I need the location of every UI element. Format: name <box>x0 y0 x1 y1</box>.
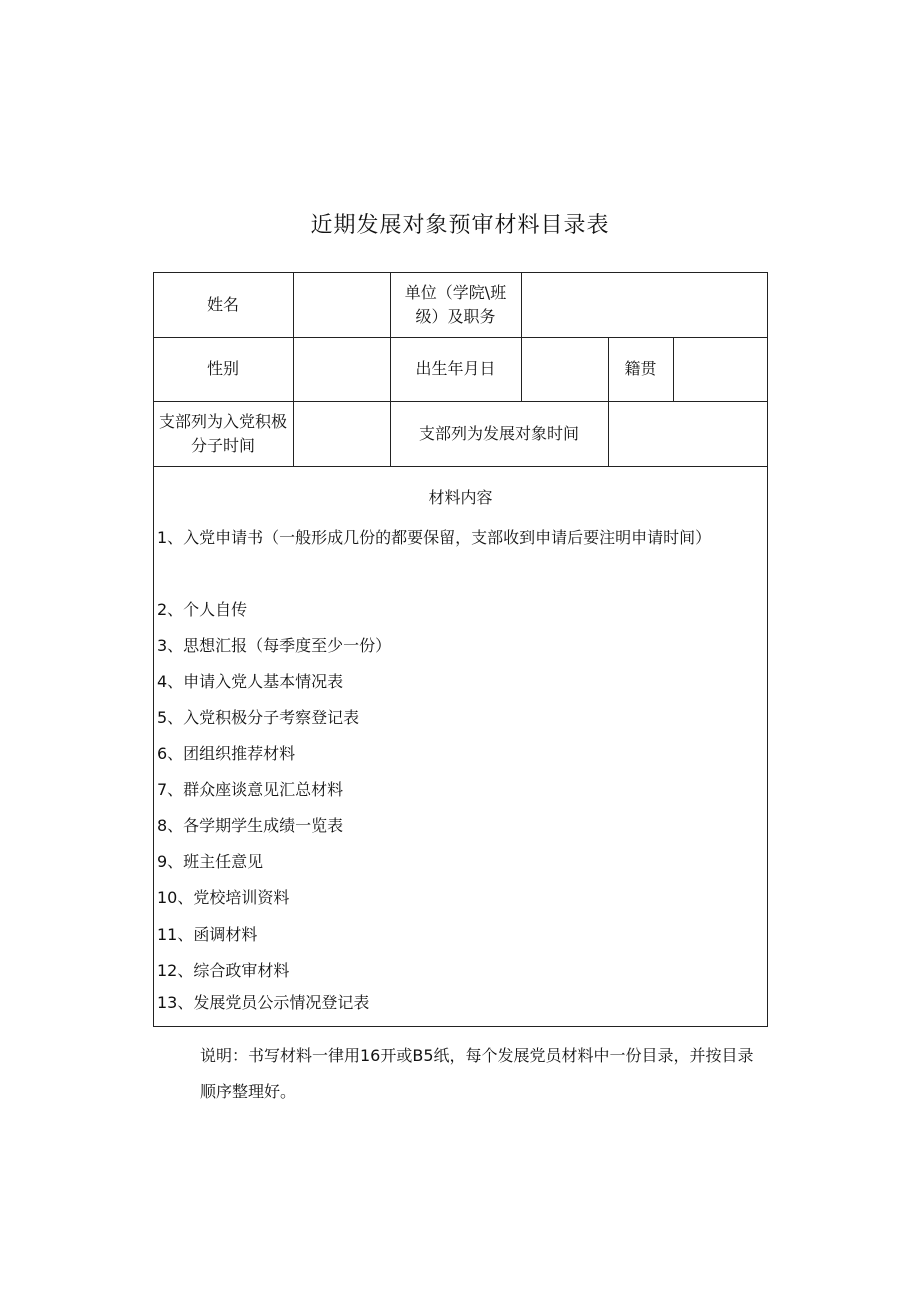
candidate-date-label: 支部列为发展对象时间 <box>418 423 579 443</box>
list-item: 11、函调材料 <box>157 925 258 944</box>
name-field[interactable] <box>293 272 390 337</box>
gender-label: 性别 <box>206 359 239 378</box>
list-item: 8、各学期学生成绩一览表 <box>157 816 344 835</box>
gender-field[interactable] <box>293 337 390 401</box>
list-item: 12、综合政审材料 <box>157 961 290 980</box>
list-item: 2、个人自传 <box>157 600 248 619</box>
birth-label: 出生年月日 <box>415 359 496 378</box>
birth-field[interactable] <box>521 337 608 401</box>
list-item: 5、入党积极分子考察登记表 <box>157 708 360 727</box>
list-item: 3、思想汇报（每季度至少一份） <box>157 636 392 655</box>
list-item: 4、申请入党人基本情况表 <box>157 672 344 691</box>
footnote: 说明：书写材料一律用16开或B5纸，每个发展党员材料中一份目录，并按目录顺序整理好。 <box>200 1046 754 1101</box>
list-item: 10、党校培训资料 <box>157 888 290 907</box>
list-item: 13、发展党员公示情况登记表 <box>157 993 370 1012</box>
origin-field[interactable] <box>673 337 768 401</box>
row-divider <box>153 466 768 467</box>
candidate-date-field[interactable] <box>608 401 768 466</box>
materials-title: 材料内容 <box>428 488 493 507</box>
list-item: 9、班主任意见 <box>157 852 264 871</box>
origin-label: 籍贯 <box>624 359 657 378</box>
unit-label: 单位（学院\班级）及职务 <box>404 282 507 326</box>
activist-date-label: 支部列为入党积极分子时间 <box>158 411 287 455</box>
list-item: 1、入党申请书（一般形成几份的都要保留，支部收到申请后要注明申请时间） <box>157 528 712 547</box>
activist-date-field[interactable] <box>293 401 390 466</box>
list-item: 6、团组织推荐材料 <box>157 744 296 763</box>
name-label: 姓名 <box>206 294 239 314</box>
unit-field[interactable] <box>521 272 768 337</box>
list-item: 7、群众座谈意见汇总材料 <box>157 780 344 799</box>
page-title: 近期发展对象预审材料目录表 <box>310 213 610 238</box>
